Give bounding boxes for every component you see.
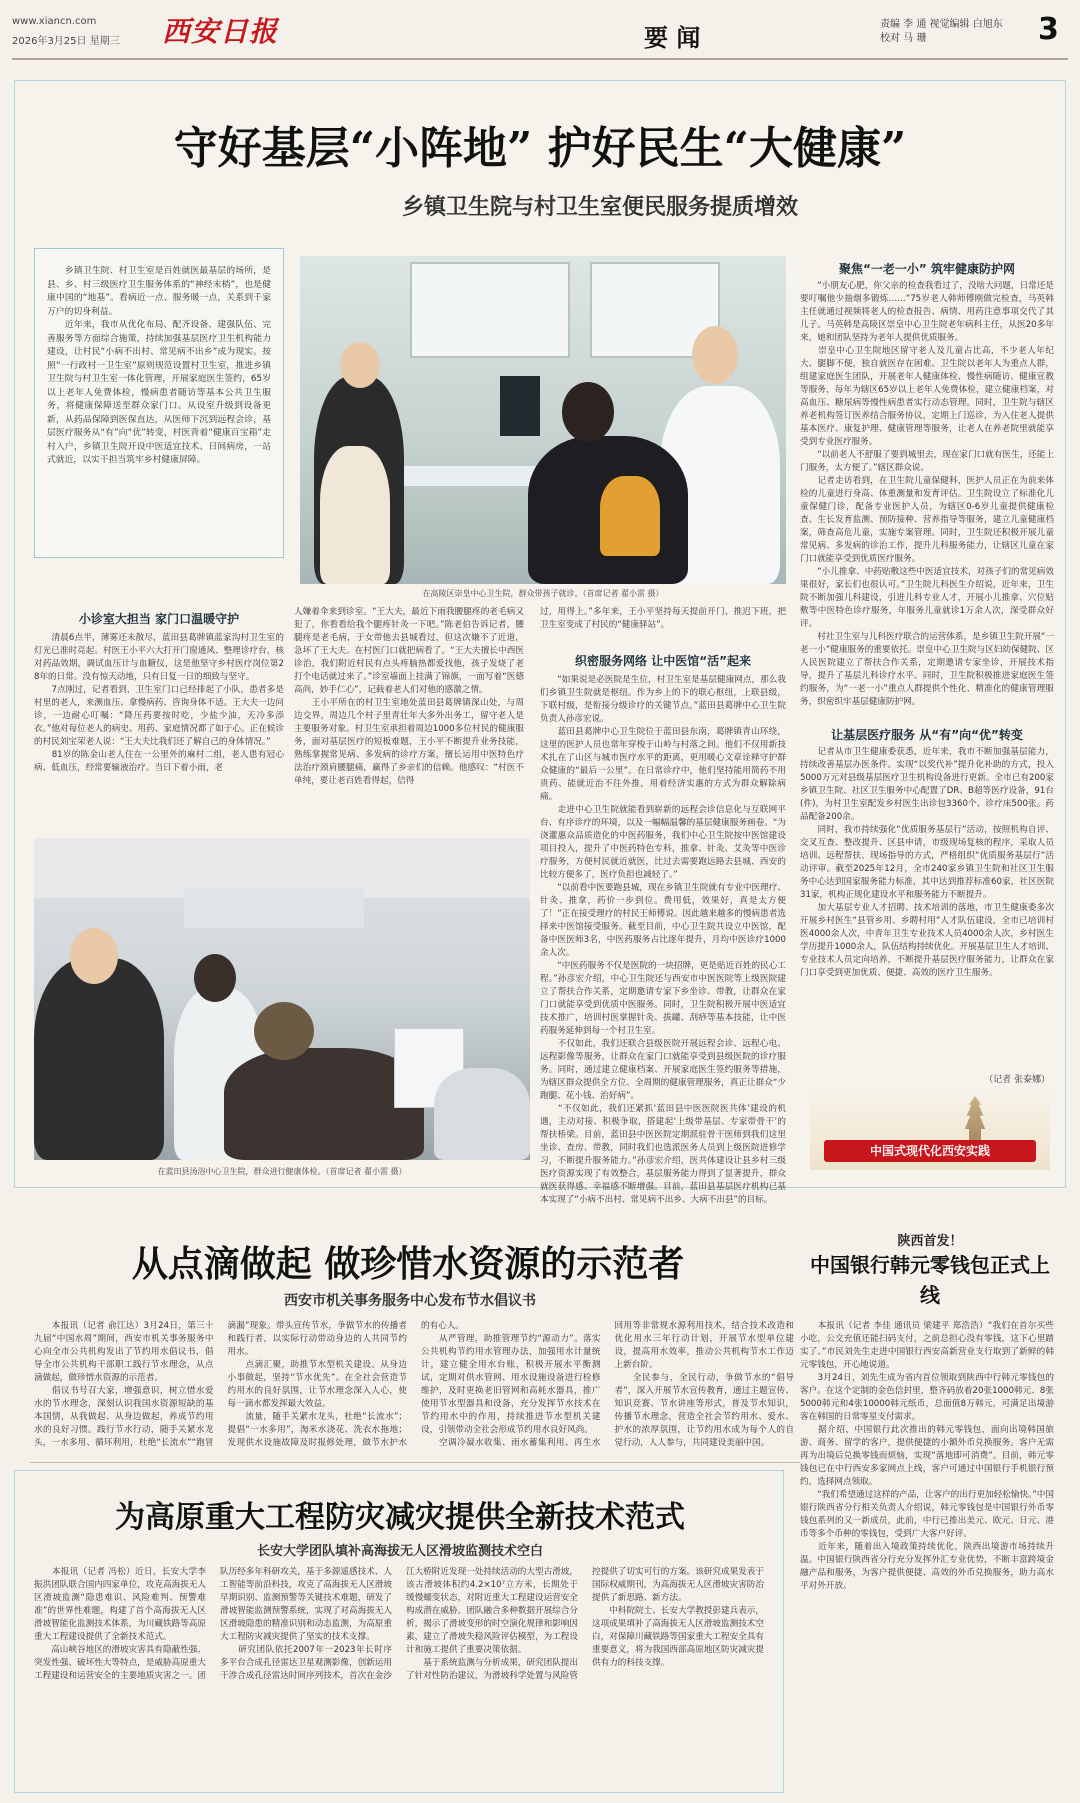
series-badge <box>810 1090 1050 1170</box>
editors-credit: 责编 李 通 视觉编辑 白旭东 校对 马 珊 <box>880 19 1003 44</box>
article2-title: 从点滴做起 做珍惜水资源的示范者 <box>131 1243 685 1285</box>
article1-lead-box <box>34 248 284 558</box>
article4-text: 本报讯（记者 李佳 通讯员 梁建平 郑浩浩）“我们在首尔买些小吃，公交充值还能扫码支付，之前总担心没有零钱，这下心里踏实了。”市民刘先生走进中国银行西安高新营业支行取到了新鲜的韩元零钱包，开心地说道。 3月24日，刘先生成为省内首位领取到陕西中行韩元零钱包的客户。在这个定制的金色信封里，整齐码放着20张1000韩元、8张5000韩元和4张10000韩元纸币，总面值8万韩元，可满足出境游客在韩国的日常零星支付需求。 据介绍，中国银行此次推出的韩元零钱包，面向出境韩国旅游、商务、留学的客户，提供便捷的小额外币兑换服务。客户无需再为出境后兑换零钱而烦恼，实现“落地即可消费”。目前，韩元零钱包已在中行西安多家网点上线，客户可通过中国银行手机银行预约，选择网点领取。 “我们希望通过这样的产品，让客户的出行更加轻松愉快。”中国银行陕西省分行相关负责人介绍说，韩元零钱包是中国银行外币零钱包系列的又一新成员，此前，中行已推出美元、欧元、日元、港币等多个币种的零钱包，受到广大客户好评。 近年来，随着出入境政策持续优化，陕西出境游市场持续升温。中国银行陕西省分行充分发挥外汇专业优势，不断丰富跨境金融产品和服务，为客户提供便捷、高效的外币兑换服务，助力高水平对外开放。 <box>800 1321 1054 1591</box>
sec3-heading: 聚焦“一老一小” 筑牢健康防护网 <box>839 262 1015 276</box>
photo1-caption: 在高陵区崇皇中心卫生院，群众带孩子就诊。（首席记者 翟小雷 摄） <box>422 589 664 598</box>
sec2-text: “如果说是必医院是生位，村卫生室是基层健康网点，那么我们乡镇卫生院就是枢纽。作为乡上的下的联心枢纽，上联县级，下联村级，是衔接分级诊疗的关键节点。”蓝田县葛牌中心卫生院负责人孙彦宏说。 蓝田县葛牌中心卫生院位于蓝田县东南，葛牌镇青山环绕，这里的医护人员也常年穿梭于山岭与村落之间。他们不仅用新技术扎在了山区与城市医疗水平的距离，更用暖心文章诠释守护群众健康的“最后一公里”。在日常诊疗中，他们坚持能用简药不用贵药、能就近治不往外推，用着经济实惠的方式为群众解除病痛。 走进中心卫生院就能看到崭新的远程会诊信息化与互联网平台、有序诊疗的环境，以及一幅幅温馨的基层健康服务画卷。“为浇灌惠众品质造化的中医药服务，我们中心卫生院按中医馆建设项目投入，提升了中医药特色专科，推拿、针灸、艾灸等中医诊疗服务，方便村民就近就医，比过去需要跑远路去县城、西安的比较方便多了，医疗负担也减轻了。” “以前看中医要跑县城，现在乡镇卫生院就有专业中医理疗、针灸、推拿，药价一步到位。费用低，效果好，真是太方便了！”正在接受理疗的村民王师傅说。因此越来越多的慢病患者选择来中医馆接受服务。截至目前，中心卫生院共设立中医馆，配备中医医师3名，中医药服务占比逐年提升，月均中医诊疗1000余人次。 “中医药服务不仅是医院的一块招牌，更是贴近百姓的民心工程。”孙彦宏介绍，中心卫生院还与西安市中医医院等上级医院建立了帮扶合作关系，定期邀请专家下乡坐诊、带教，让群众在家门口就能享受到优质中医服务。同时，卫生院积极开展中医适宜技术推广，培训村医掌握针灸、拔罐、刮痧等基本技能，让中医药服务延伸到每一个村卫生室。 不仅如此，我们还联合县级医院开展远程会诊、远程心电、远程影像等服务，让群众在家门口就能享受到县级医院的诊疗服务。同时，通过建立健康档案、开展家庭医生签约服务等措施，为辖区群众提供全方位、全周期的健康管理服务，真正让群众“少跑腿、花小钱、治好病”。 “不仅如此，我们还紧抓‘蓝田县中医医院医共体’建设的机遇，主动对接、积极争取，搭建起‘上级带基层、专家带骨干’的帮扶桥梁。目前，蓝田县中医医院定期派驻骨干医师到我们这里坐诊、查房、带教，同时我们也选派医务人员到上级医院进修学习，不断提升服务能力。”孙彦宏介绍，医共体建设让县乡村三级医疗资源实现了有效整合，基层服务能力得到了显著提升，群众就医获得感、幸福感不断增强。目前，蓝田县基层医疗机构已基本实现了“小病不出村、常见病不出乡、大病不出县”的目标。 <box>540 675 786 1205</box>
sec2-heading: 织密服务网络 让中医馆“活”起来 <box>575 654 751 668</box>
section-title: 要 闻 <box>644 23 701 52</box>
article2-rule <box>30 1462 800 1463</box>
badge-label: 中国式现代化西安实践 <box>824 1140 1036 1162</box>
sec1-heading: 小诊室大担当 家门口温暖守护 <box>78 612 240 626</box>
article1-lead-text: 乡镇卫生院、村卫生室是百姓就医最基层的场所，是县、乡、村三级医疗卫生服务体系的“神经末梢”，也是健康中国的“地基”。看病近一点、服务暖一点，关系到千家万户的切身利益。 近年来，我市从优化布局、配齐设备、建强队伍、完善服务等方面综合施策，持续加强基层医疗卫生机构能力建设，让村民“小病不出村、常见病不出乡”成为现实。按照“一行政村一卫生室”原则规范设置村卫生室，推进乡镇卫生院与村卫生室一体化管理，开展家庭医生签约，65岁以上老年人免费体检，慢病患者随访等基本公共卫生服务，将健康保障送至群众家门口。从设室升级到设备更新，从药品保障到医保直达，从医师下沉到远程会诊，基层医疗服务从“有”向“优”转变，村医背着“健康百宝箱”走村入户，乡镇卫生院开设中医适宜技术、日间病房，一站式就近，以实干担当筑牢乡村健康屏障。 <box>47 266 271 465</box>
sec3-text: “小朋友心肥，你父亲的检查我看过了，没啥大问题，日常还是要叮嘱他少抽烟多锻炼……”75岁老人韩师傅刚做完检查，马英韩主任就通过视频将老人的检查报告、病情、用药注意事项交代了其儿子。马英韩是高陵区崇皇中心卫生院老年病科主任，从医20多年来，她和团队坚持为老年人提供优质服务。 崇皇中心卫生院地区留守老人及儿童占比高，不少老人年纪大、腿脚不便，独自就医存在困难。卫生院以老年人为重点人群，组建家庭医生团队，开展老年人健康体检、慢性病随访、健康宣教等服务，每年为辖区65岁以上老年人免费体检，建立健康档案，对高血压、糖尿病等慢性病患者实行动态管理。同时，卫生院与辖区养老机构签订医养结合服务协议，定期上门巡诊，为入住老人提供基本医疗、康复护理、健康管理等服务，让老人在养老院里就能享受到专业医疗服务。 “以前老人不舒服了要到城里去，现在家门口就有医生，还能上门服务，太方便了。”辖区群众说。 记者走访看到，在卫生院儿童保健科，医护人员正在为前来体检的儿童进行身高、体重测量和发育评估。卫生院设立了标准化儿童保健门诊，配备专业医护人员，为辖区0-6岁儿童提供健康检查、生长发育监测、预防接种、营养指导等服务，建立儿童健康档案，筛查高危儿童，实施专案管理。同时，卫生院还积极开展儿童常见病、多发病的诊治工作，提升儿科服务能力，让辖区儿童在家门口就能享受到优质医疗服务。 “小儿推拿、中药贴敷这些中医适宜技术，对孩子们的常见病效果很好，家长们也很认可。”卫生院儿科医生介绍说，近年来，卫生院不断加强儿科建设，引进儿科专业人才，开展小儿推拿、穴位贴敷等中医特色诊疗服务，年服务儿童就诊1万余人次，深受群众好评。 村社卫生室与儿科医疗联合的运营体系，是乡镇卫生院开展“一老一小”健康服务的重要依托。崇皇中心卫生院与区妇幼保健院、区人民医院建立了帮扶合作关系，定期邀请专家坐诊，开展技术指导，提升了基层儿科诊疗水平。同时，卫生院积极推进家庭医生签约服务，为“一老一小”重点人群提供个性化、精准化的健康管理服务，织密织牢基层健康防护网。 <box>800 281 1054 707</box>
sec4-heading: 让基层医疗服务 从“有”向“优”转变 <box>831 728 1023 742</box>
article4-title: 中国银行韩元零钱包正式上线 <box>810 1253 1050 1307</box>
website-url: www.xiancn.com <box>12 16 97 27</box>
photo-health-checkup <box>34 838 530 1160</box>
article2-subtitle: 西安市机关事务服务中心发布节水倡议书 <box>284 1293 536 1309</box>
article4-kicker: 陕西首发！ <box>897 1234 963 1249</box>
issue-date: 2026年3月25日 星期三 <box>12 36 120 47</box>
header-rule <box>12 58 1068 60</box>
article3-subtitle: 长安大学团队填补高海拔无人区滑坡监测技术空白 <box>256 1544 543 1559</box>
article3-title: 为高原重大工程防灾减灾提供全新技术范式 <box>115 1500 685 1535</box>
masthead-logo: 西安日报 <box>162 15 279 48</box>
article3-text: 本报讯（记者 冯松）近日，长安大学李振洪团队联合国内四家单位，攻克高海拔无人区滑坡监测“隐患难识、风险难判、预警难准”的世界性难题，构建了首个高海拔无人区滑坡智能化监测技术体系，为川藏铁路等高原重大工程建设提供了全新技术范式。 高山峡谷地区的滑坡灾害具有隐蔽性强、突发性强、破坏性大等特点，是威胁高原重大工程建设和运营安全的主要地质灾害之一。团队历经多年科研攻关，基于多源遥感技术、人工智能等前沿科技，攻克了高海拔无人区滑坡早期识别、监测预警等关键技术难题，研发了滑坡智能监测预警系统，实现了对高海拔无人区滑坡隐患的精准识别和动态监测，为高原重大工程防灾减灾提供了坚实的技术支撑。 研究团队依托2007年一2023年长时序多平台合成孔径雷达卫星观测影像，创新运用干涉合成孔径雷达时间序列技术，首次在金沙江大桥附近发现一处持续活动的大型古滑坡，该古滑坡体积约4.2×10⁷立方米，长期处于缓慢蠕变状态，对附近重大工程建设运营安全构成潜在威胁。团队融合多种数据开展综合分析，揭示了滑坡变形的时空演化规律和影响因素，建立了滑坡失稳风险评估模型，为工程设计和施工提供了重要决策依据。 基于系统监测与分析成果，研究团队提出了针对性防治建议，为滑坡科学处置与风险管控提供了切实可行的方案。该研究成果发表于国际权威期刊，为高海拔无人区滑坡灾害防治提供了新思路、新方法。 中科院院士、长安大学教授彭建兵表示，这项成果填补了高海拔无人区滑坡监测技术空白，对保障川藏铁路等国家重大工程安全具有重要意义，将为我国西部高原地区防灾减灾提供有力的科技支撑。 <box>34 1567 764 1681</box>
photo2-caption: 在蓝田县汤浴中心卫生院，群众进行健康体检。（首席记者 翟小雷 摄） <box>157 1167 407 1176</box>
sec4-text: 记者从市卫生健康委获悉，近年来，我市不断加强基层能力，持续改善基层办医条件。实现“以奖代补”提升化补助的方式，投入5000万元对县级基层医疗卫生机构设备进行更新。全市已有200家乡镇卫生院、社区卫生服务中心配置了DR、B超等医疗设备，91台(件)，为村卫生室配发乡村医生出诊包3360个、诊疗床500张。药品配备200余。 同时，我市持续强化“优质服务基层行”活动，按照机构自评、交叉互查、整改提升、区县申请，市级现场复核的程序，采取人员培训、远程帮扶、现场指导的方式，严格组织“优质服务基层行”活动评审。截至2025年12月，全市240家乡镇卫生院和社区卫生服务中心达到国家服务能力标准，其中达到推荐标准60家，社区医院31家，机构正规化建设水平和服务能力不断提升。 加大基层专业人才招聘、技术培训的落地，市卫生健康委多次开展乡村医生“县管乡用、乡聘村用”人才队伍建设，全市已培训村医4000余人次，中青年卫生专业技术人员4000余人次，乡村医生学历提升1000余人，队伍结构持续优化。开展基层卫生人才培训、专业技术人员定向培养，不断提升基层医疗服务能力，让群众在家门口享受到更加优质、便捷、高效的医疗卫生服务。 <box>800 747 1054 978</box>
col3a-text: 过，用得上。”多年来，王小平坚持每天提前开门、推迟下班，把卫生室变成了村民的“健康驿站”。 <box>540 607 786 630</box>
page-header <box>12 10 1068 56</box>
article1-title: 守好基层“小阵地” 护好民生“大健康” <box>173 123 907 174</box>
page-number: 3 <box>1038 12 1059 47</box>
article1-byline: （记者 张泰娜） <box>984 1075 1050 1085</box>
col2-text: 人嫌着伞来到诊室。“王大夫，最近下雨我腰腿疼的老毛病又犯了，你看看给我个腿疼针灸一下吧。”陈老伯告诉记者，腰腿疼是老毛病，于女带他去县城看过，但这次嫌不了近道，急坏了王大夫。在村医门口就把病看了。“王大夫擅长中西医诊治，我们附近村民有点头疼脑热都爱找他，孩子发烧了老打个电话就过来了。”诊室墙面上挂满了锦旗，一面写着“医德高尚，妙手仁心”，记载着老人们对他的感激之情。 王小平所在的村卫生室地处蓝田县葛牌镇深山处，与周边交界，周边几个村子里青壮年大多外出务工，留守老人是主要服务对象。村卫生室承担着周边1000多位村民的健康服务，面对基层医疗的短板难题，王小平不断提升业务技能，熟练掌握常见病、多发病的诊疗方案，擅长运用中医特色疗法治疗颈肩腰腿痛，赢得了乡亲们的信赖。他感叹：“村医不单纯，要让老百姓看得起，信得 <box>294 607 524 786</box>
photo-clinic-consultation <box>300 256 786 584</box>
pagoda-icon <box>960 1096 990 1140</box>
article2-text: 本报讯（记者 俞江达）3月24日，第三十九届“中国水周”期间，西安市机关事务服务中心向全市公共机构发出了节约用水倡议书，倡导全市公共机构干部职工践行节水理念，从点滴做起，做珍惜水资源的示范者。 倡议书号召大家，增强意识，树立惜水爱水的节水理念，深刻认识我国水资源短缺的基本国情，从我做起、从身边做起，养成节约用水的良好习惯。践行节水行动，随手关紧水龙头，一水多用、循环利用，杜绝“长流水”“跑冒滴漏”现象。带头宣传节水，争做节水的传播者和践行者，以实际行动带动身边的人共同节约用水。 点滴汇聚，助推节水型机关建设。从身边小事做起，坚持“节水优先”。在全社会营造节约用水的良好氛围，让节水理念深入人心，使每一滴水都发挥最大效益。 流量，随手关紧水龙头，杜绝“长流水”；提倡“一水多用”，淘米水浇花、洗衣水拖地；发现供水设施故障及时报修处理，做节水护水的有心人。 从严管理，助推管理节约“源动力”。落实公共机构节约用水管理办法，加强用水计量统计，建立健全用水台账，积极开展水平衡测试，定期对供水管网、用水设施设备进行检修维护，及时更换老旧管网和高耗水器具，推广使用节水型器具和设备，充分发挥节水技术在节约用水中的作用，持续推进节水型机关建设，引领带动全社会形成节约用水良好风尚。 空调冷凝水收集、雨水蓄集利用、再生水回用等非常规水源利用技术，结合技术改造和优化用水三年行动计划，开展节水型单位建设，提高用水效率，推动公共机构节水工作迈上新台阶。 全民参与，全民行动，争做节水的“倡导者”，深入开展节水宣传教育，通过主题宣传、知识竞赛、节水讲座等形式，普及节水知识，传播节水理念，营造全社会节约用水、爱水、护水的浓厚氛围，让节约用水成为每个人的自觉行动，人人参与，共同建设美丽中国。 <box>34 1321 794 1448</box>
sec1-text: 清晨6点半，薄雾还未散尽，蓝田县葛牌镇蓝家沟村卫生室的灯光已准时亮起。村医王小平六大打开门窗通风、整理诊疗台，核对药品效期，调试血压计与血糖仪，这是他坚守乡村医疗岗位第28年的日常。没有惊天动地，只有日复一日的细致与坚守。 7点刚过，记者看到，卫生室门口已经排起了小队，患者多是村里的老人，来测血压、拿慢病药、咨询身体不适。王大夫一边问诊，一边耐心叮嘱：“降压药要按时吃，少盐少油，天冷多添衣。”他对每位老人的病史、用药、家庭情况都了如于心。正在候诊的村民刘宝荣老人说：“王大夫比我们还了解自己的身体情况。” 81岁的陈金山老人住在一公里外的麻村二组，老人患有冠心病、低血压，经常要输液治疗。当日下着小雨，老 <box>34 633 284 773</box>
article1-subtitle: 乡镇卫生院与村卫生室便民服务提质增效 <box>401 195 798 220</box>
